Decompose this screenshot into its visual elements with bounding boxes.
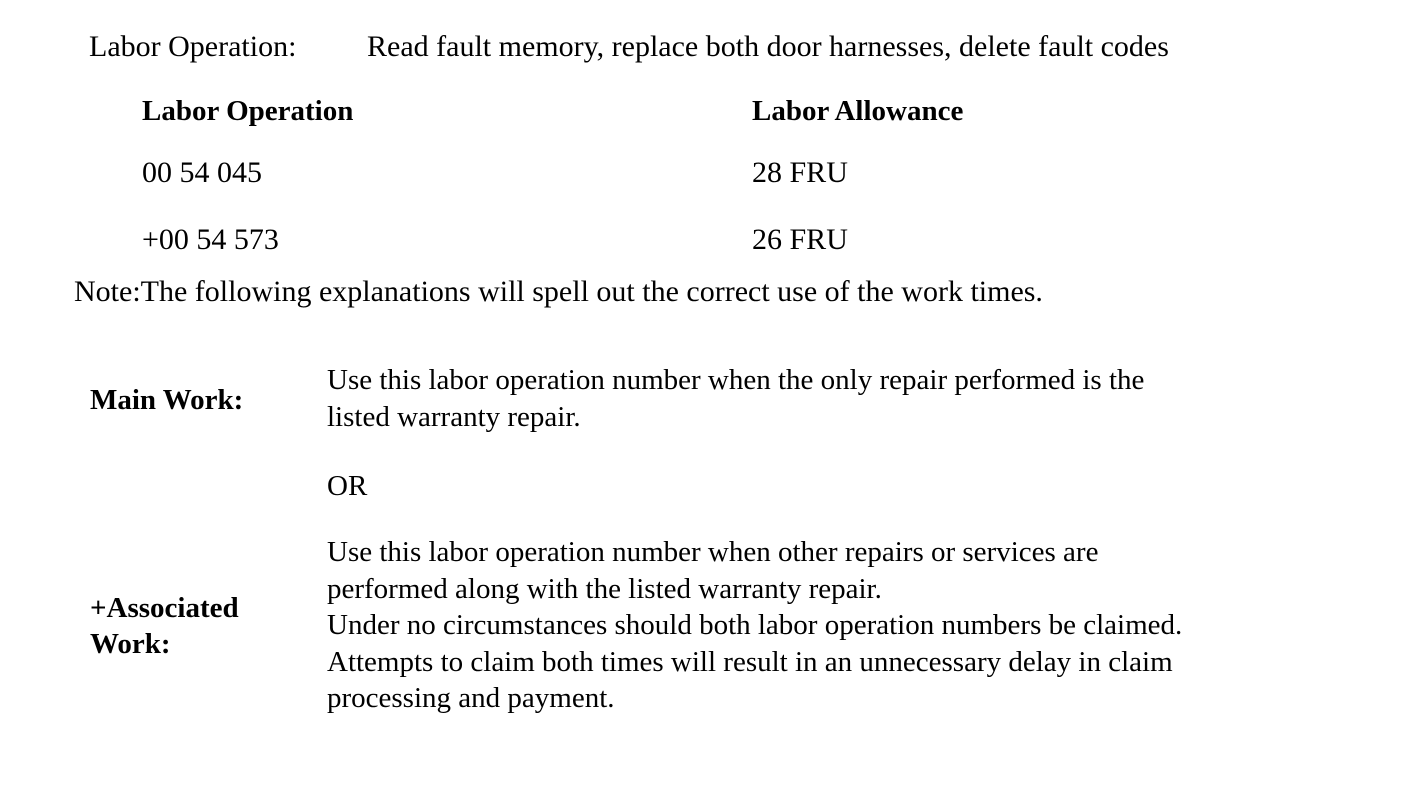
row-1-operation: 00 54 045 [142, 156, 262, 189]
associated-work-line: Use this labor operation number when other repairs or services are [327, 536, 1099, 568]
associated-work-line: Under no circumstances should both labor operation numbers be claimed. [327, 609, 1183, 641]
associated-work-description [327, 534, 1182, 717]
associated-work-label-line: +Associated [90, 592, 239, 624]
labor-operation-description: Read fault memory, replace both door harnesses, delete fault codes [367, 30, 1169, 63]
associated-work-line: Attempts to claim both times will result in an unnecessary delay in claim [327, 645, 1173, 678]
row-2-allowance: 26 FRU [752, 223, 848, 256]
or-text: OR [327, 470, 368, 502]
row-2-operation: +00 54 573 [142, 223, 279, 256]
labor-operation-label: Labor Operation: [89, 30, 297, 63]
associated-work-label [90, 590, 239, 662]
main-work-label: Main Work: [90, 384, 244, 416]
associated-work-line: performed along with the listed warranty repair. [327, 572, 882, 605]
associated-work-label-line: Work: [90, 628, 171, 660]
main-work-line: listed warranty repair. [327, 400, 581, 433]
main-work-line: Use this labor operation number when the only repair performed is the [327, 364, 1145, 396]
associated-work-line: processing and payment. [327, 682, 615, 714]
column-header-labor-allowance: Labor Allowance [752, 95, 964, 127]
note-text: Note:The following explanations will spell out the correct use of the work times. [74, 275, 1043, 308]
main-work-description [327, 362, 1144, 435]
row-1-allowance: 28 FRU [752, 156, 848, 189]
column-header-labor-operation: Labor Operation [142, 95, 354, 127]
